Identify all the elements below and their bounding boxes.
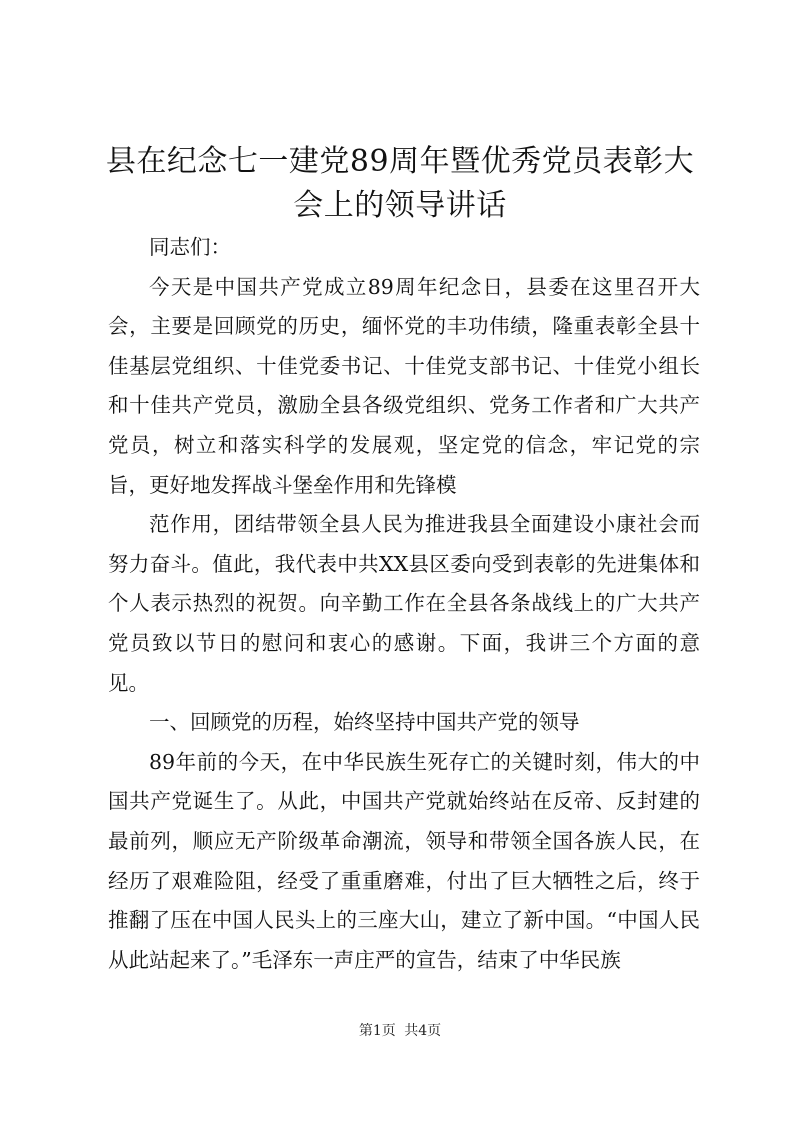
paragraph-congratulations: 范作用，团结带领全县人民为推进我县全面建设小康社会而努力奋斗。值此，我代表中共XX县区委向受到表彰的先进集体和个人表示热烈的祝贺。向辛勤工作在全县各条战线上的广大共产党员致以节日的慰问和衷心的感谢。下面，我讲三个方面的意见。 [108, 512, 700, 695]
title-line-1: 县在纪念七一建党89周年暨优秀党员表彰大 [105, 144, 695, 179]
paragraph-history: 89年前的今天，在中华民族生死存亡的关键时刻，伟大的中国共产党诞生了。从此，中国共产党就始终站在反帝、反封建的最前列，顺应无产阶级革命潮流，领导和带领全国各族人民，在经历了艰难险阻，经受了重重磨难，付出了巨大牺牲之后，终于推翻了压在中国人民头上的三座大山，建立了新中国。“中国人民从此站起来了。”毛泽东一声庄严的宣告，结束了中华民族 [108, 749, 700, 972]
document-body [108, 228, 700, 980]
page-footer [0, 1022, 800, 1040]
document-title [100, 140, 700, 228]
page-total: 共4页 [404, 1023, 442, 1039]
section-heading-1: 一、回顾党的历程，始终坚持中国共产党的领导 [149, 710, 580, 735]
page-number: 第1页 [358, 1023, 396, 1039]
paragraph-intro: 今天是中国共产党成立89周年纪念日，县委在这里召开大会，主要是回顾党的历史，缅怀党的丰功伟绩，隆重表彰全县十佳基层党组织、十佳党委书记、十佳党支部书记、十佳党小组长和十佳共产党员，激励全县各级党组织、党务工作者和广大共产党员，树立和落实科学的发展观，坚定党的信念，牢记党的宗旨，更好地发挥战斗堡垒作用和先锋模 [108, 274, 700, 497]
salutation: 同志们： [149, 235, 231, 259]
title-line-2: 会上的领导讲话 [293, 188, 507, 223]
